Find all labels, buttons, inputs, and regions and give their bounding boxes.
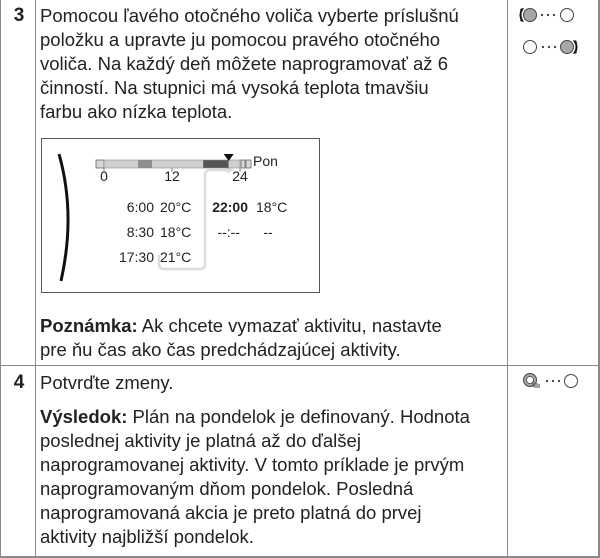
- table-border-left: [0, 0, 1, 556]
- right-dial-turn-icon: [522, 38, 588, 61]
- scale-segment-dark: [203, 160, 229, 168]
- note-text: Ak chcete vymazať aktivitu, nastavte: [137, 315, 442, 336]
- schedule-temp: 18°C: [160, 224, 192, 240]
- result-line: poslednej aktivity je platná až do ďalšej: [40, 430, 361, 451]
- scale-start-cap: [96, 160, 104, 168]
- text-line: farbu ako nízka teplota.: [40, 101, 233, 122]
- schedule-temp-empty: --: [263, 224, 273, 240]
- schedule-list: [119, 199, 287, 265]
- result-line: naprogramovanej aktivity. V tomto príklade je prvým: [40, 454, 465, 475]
- scale-segment-medium: [138, 160, 152, 168]
- result-line: aktivity najbližší pondelok.: [40, 526, 254, 547]
- display-svg: [42, 139, 321, 294]
- column-divider-icons: [507, 0, 508, 556]
- schedule-time-selected: 22:00: [212, 199, 248, 215]
- left-dial-turn-icon: [518, 6, 584, 29]
- tick-label: 12: [164, 168, 180, 184]
- scale-segment-light: [104, 160, 138, 168]
- schedule-temp: 21°C: [160, 249, 192, 265]
- result: [40, 405, 502, 549]
- column-divider-number: [35, 0, 36, 556]
- schedule-temp: 20°C: [160, 199, 192, 215]
- schedule-time: 6:00: [126, 199, 154, 215]
- result-line: [40, 405, 502, 429]
- tick-label: 24: [232, 168, 248, 184]
- step-number: 3: [13, 5, 25, 26]
- dial-arc-icon: [59, 154, 68, 281]
- step-text: [40, 4, 502, 124]
- row-divider: [0, 365, 598, 366]
- result-line: naprogramovaným dňom pondelok. Posledná: [40, 478, 414, 499]
- note-label: Poznámka:: [40, 315, 138, 336]
- scale-day-box: [246, 160, 251, 168]
- text-line: činností. Na stupnici má vysoká teplota tmavšiu: [40, 77, 429, 98]
- controller-display-diagram: [41, 138, 320, 293]
- press-left-dial-icon: [521, 372, 585, 395]
- text-line: Potvrďte zmeny.: [40, 372, 174, 393]
- schedule-time: 17:30: [118, 249, 154, 265]
- schedule-time-empty: --:--: [217, 224, 240, 240]
- scale-segment-light: [152, 160, 203, 168]
- note-line: [40, 314, 502, 338]
- text-line: Pomocou ľavého otočného voliča vyberte príslušnú: [40, 5, 459, 26]
- scale-segment-light: [229, 160, 240, 168]
- text-line: voliča. Na každý deň môžete naprogramovať až 6: [40, 53, 448, 74]
- result-label: Výsledok:: [40, 406, 128, 427]
- result-line: naprogramovaná akcia je preto platná do prvej: [40, 502, 422, 523]
- result-text: Plán na pondelok je definovaný. Hodnota: [127, 406, 470, 427]
- tick-label: 0: [100, 168, 108, 184]
- note: [40, 314, 502, 362]
- text-line: položku a upravte ju pomocou pravého otočného: [40, 29, 441, 50]
- note-line: pre ňu čas ako čas predchádzajúcej aktivity.: [40, 339, 401, 360]
- day-label: Pon: [253, 153, 278, 169]
- step-number: 4: [13, 372, 25, 393]
- scale-end-cap: [241, 160, 245, 168]
- schedule-time: 8:30: [126, 224, 154, 240]
- step-text: [40, 371, 502, 395]
- schedule-temp: 18°C: [256, 199, 288, 215]
